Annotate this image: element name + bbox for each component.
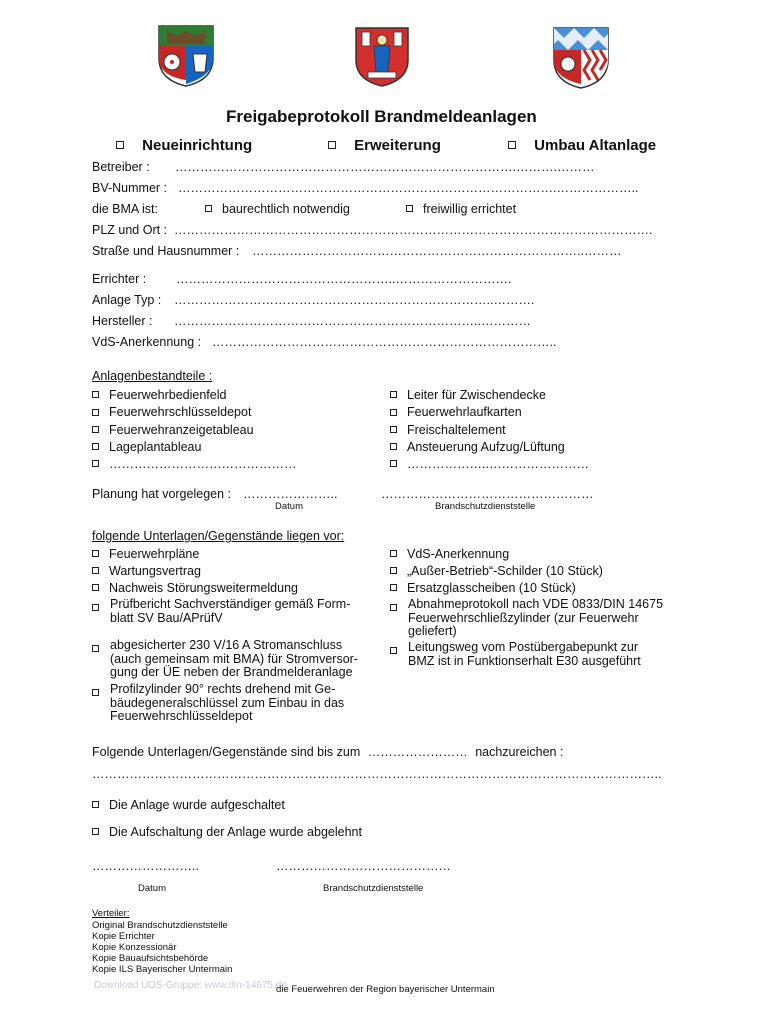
strasse-label: Straße und Hausnummer : — [92, 244, 240, 258]
checkbox-icon[interactable] — [92, 689, 99, 696]
option-label: Erweiterung — [354, 137, 441, 154]
anlagetyp-label: Anlage Typ : — [92, 293, 162, 307]
bv-nummer-field[interactable]: ……………………………………………………………………………….……………….. — [178, 181, 639, 195]
strasse-field[interactable]: ……………………………………………………………………..……… — [252, 244, 622, 258]
unterlagen-item[interactable]: Ersatzglasscheiben (10 Stück) — [390, 581, 576, 595]
errichter-field[interactable]: ……………………………………………..………………………. — [176, 272, 512, 286]
bma-option-notwendig[interactable] — [205, 202, 350, 216]
bma-option-freiwillig[interactable] — [406, 202, 516, 216]
list-item[interactable]: Lageplantableau — [92, 439, 297, 456]
checkbox-icon[interactable] — [92, 550, 99, 557]
nachreichen-line — [92, 745, 563, 759]
betreiber-field[interactable]: ……………………………………………………………………….……….……… — [175, 160, 595, 174]
checkbox-icon[interactable] — [92, 460, 99, 467]
signature-dienststelle-field[interactable]: …………………………………… — [276, 859, 451, 873]
bma-option-label: freiwillig errichtet — [423, 202, 517, 216]
option-label: Neueinrichtung — [142, 137, 253, 154]
checkbox-icon[interactable] — [116, 141, 124, 149]
coat-of-arms-left — [157, 24, 215, 88]
unterlagen-item[interactable]: Leitungsweg vom Postübergabepunkt zur BMZ ist in Funktionserhalt E30 ausgeführt — [390, 641, 690, 668]
checkbox-icon[interactable] — [92, 584, 99, 591]
nachreichen-label: Folgende Unterlagen/Gegenstände sind bis zum — [92, 745, 361, 759]
unterlagen-item[interactable]: Feuerwehrpläne — [92, 547, 199, 561]
checkbox-icon[interactable] — [390, 604, 397, 611]
nachreichen-suffix: nachzureichen : — [475, 745, 564, 759]
planung-date-field[interactable]: ………………….. — [243, 487, 338, 501]
checkbox-icon[interactable] — [92, 426, 99, 433]
coat-of-arms-center — [354, 26, 410, 88]
unterlagen-item[interactable]: abgesicherter 230 V/16 A Stromanschluss (auch gemeinsam mit BMA) für Stromversor- gung der ÜE neben der Brandmelderanlage — [92, 639, 382, 680]
unterlagen-item[interactable]: Nachweis Störungsweitermeldung — [92, 581, 298, 595]
vds-label: VdS-Anerkennung : — [92, 335, 202, 349]
unterlagen-item[interactable]: Prüfbericht Sachverständiger gemäß Form- blatt SV Bau/APrüfV — [92, 598, 382, 625]
hersteller-field[interactable]: ………………………………………………………………..………… — [174, 314, 531, 328]
list-item[interactable]: Feuerwehranzeigetableau — [92, 422, 297, 439]
checkbox-icon[interactable] — [328, 141, 336, 149]
aufschaltung-option-abgelehnt[interactable]: Die Aufschaltung der Anlage wurde abgelehnt — [92, 825, 362, 839]
list-item: Kopie Errichter — [92, 931, 155, 942]
signature-datum-caption: Datum — [138, 883, 166, 894]
bestandteile-left-list — [92, 387, 297, 473]
option-label: Umbau Altanlage — [534, 137, 657, 154]
list-item[interactable]: Feuerwehrlaufkarten — [390, 404, 589, 421]
planung-datum-caption: Datum — [275, 501, 303, 512]
signature-date-field[interactable]: …………………….. — [92, 859, 199, 873]
bv-nummer-label: BV-Nummer : — [92, 181, 168, 195]
planung-dienststelle-field[interactable]: …………………………………………… — [381, 487, 594, 501]
checkbox-icon[interactable] — [406, 205, 413, 212]
document-title: Freigabeprotokoll Brandmeldeanlagen — [226, 107, 537, 126]
list-item: Kopie Konzessionär — [92, 942, 177, 953]
nachreichen-date-field[interactable]: …………………… — [367, 745, 468, 759]
betreiber-label: Betreiber : — [92, 160, 150, 174]
checkbox-icon[interactable] — [92, 409, 99, 416]
bestandteile-heading: Anlagenbestandteile : — [92, 369, 213, 383]
unterlagen-item[interactable]: „Außer-Betrieb“-Schilder (10 Stück) — [390, 564, 603, 578]
checkbox-icon[interactable] — [92, 567, 99, 574]
unterlagen-item[interactable]: Wartungsvertrag — [92, 564, 201, 578]
unterlagen-heading: folgende Unterlagen/Gegenstände liegen vor: — [92, 529, 345, 543]
list-item[interactable]: Freischaltelement — [390, 422, 589, 439]
list-item[interactable]: ……………………………………… — [92, 456, 297, 473]
option-neueinrichtung[interactable] — [116, 137, 252, 154]
checkbox-icon[interactable] — [390, 426, 397, 433]
errichter-label: Errichter : — [92, 272, 147, 286]
list-item: Original Brandschutzdienststelle — [92, 920, 228, 931]
checkbox-icon[interactable] — [92, 391, 99, 398]
watermark: Download UDS-Gruppe: www.din-14675.de — [94, 980, 287, 991]
bma-label: die BMA ist: — [92, 202, 158, 216]
verteiler-heading: Verteiler: — [92, 908, 130, 919]
option-erweiterung[interactable] — [328, 137, 441, 154]
signature-dienststelle-caption: Brandschutzdienststelle — [323, 883, 424, 894]
hersteller-label: Hersteller : — [92, 314, 153, 328]
plz-label: PLZ und Ort : — [92, 223, 168, 237]
checkbox-icon[interactable] — [390, 391, 397, 398]
checkbox-icon[interactable] — [390, 647, 397, 654]
checkbox-icon[interactable] — [508, 141, 516, 149]
checkbox-icon[interactable] — [390, 584, 397, 591]
list-item[interactable]: Ansteuerung Aufzug/Lüftung — [390, 439, 589, 456]
option-umbau[interactable] — [508, 137, 656, 154]
unterlagen-item[interactable]: VdS-Anerkennung — [390, 547, 509, 561]
bma-option-label: baurechtlich notwendig — [222, 202, 350, 216]
planung-label: Planung hat vorgelegen : — [92, 487, 231, 501]
list-item: Kopie ILS Bayerischer Untermain — [92, 964, 233, 975]
aufschaltung-option-aufgeschaltet[interactable]: Die Anlage wurde aufgeschaltet — [92, 798, 285, 812]
checkbox-icon[interactable] — [390, 567, 397, 574]
checkbox-icon[interactable] — [92, 828, 99, 835]
anlagetyp-field[interactable]: …………………………………………………………………..………. — [174, 293, 535, 307]
checkbox-icon[interactable] — [92, 645, 99, 652]
plz-field[interactable]: ……………………………………………………………………………………………………. — [174, 223, 653, 237]
list-item[interactable]: ………………..…………………… — [390, 456, 589, 473]
nachreichen-field[interactable]: ……………………………………………………………………………………………………………………….. — [92, 767, 662, 781]
vds-field[interactable]: ……………………………………………………………………….. — [212, 335, 557, 349]
checkbox-icon[interactable] — [92, 443, 99, 450]
list-item[interactable]: Leiter für Zwischendecke — [390, 387, 589, 404]
checkbox-icon[interactable] — [390, 550, 397, 557]
list-item[interactable]: Feuerwehrbedienfeld — [92, 387, 297, 404]
checkbox-icon[interactable] — [390, 443, 397, 450]
checkbox-icon[interactable] — [205, 205, 212, 212]
planung-dienststelle-caption: Brandschutzdienststelle — [435, 501, 536, 512]
footer-text: die Feuerwehren der Region bayerischer Untermain — [276, 984, 495, 995]
checkbox-icon[interactable] — [390, 409, 397, 416]
verteiler-list — [92, 920, 232, 975]
unterlagen-item[interactable]: Profilzylinder 90° rechts drehend mit Ge- bäudegeneralschlüssel zum Einbau in das Feuerwehrschlüsseldepot — [92, 683, 382, 724]
bestandteile-right-list — [390, 387, 589, 473]
list-item[interactable]: Feuerwehrschlüsseldepot — [92, 404, 297, 421]
unterlagen-item[interactable]: Abnahmeprotokoll nach VDE 0833/DIN 14675 Feuerwehrschließzylinder (zur Feuerwehr geliefert) — [390, 598, 690, 639]
coat-of-arms-right — [552, 26, 610, 90]
list-item: Kopie Bauaufsichtsbehörde — [92, 953, 209, 964]
checkbox-icon[interactable] — [92, 604, 99, 611]
checkbox-icon[interactable] — [390, 460, 397, 467]
checkbox-icon[interactable] — [92, 801, 99, 808]
